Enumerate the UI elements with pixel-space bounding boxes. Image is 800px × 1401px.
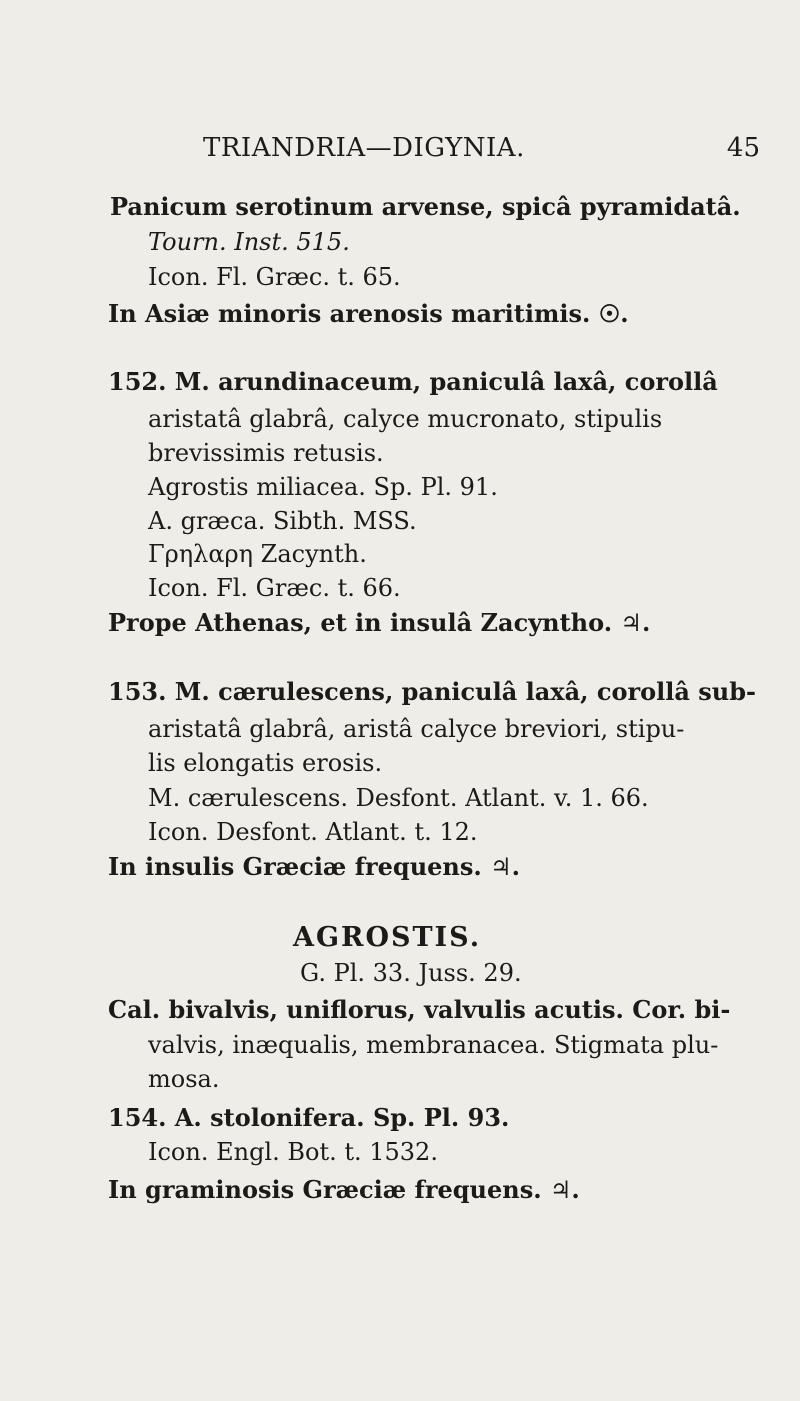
entry-line: Prope Athenas, et in insulâ Zacyntho. ♃.: [108, 608, 651, 637]
entry-line: In Asiæ minoris arenosis maritimis. ☉.: [108, 299, 629, 328]
entry-line: Icon. Desfont. Atlant. t. 12.: [148, 818, 478, 846]
entry-line: valvis, inæqualis, membranacea. Stigmata plu-: [148, 1031, 719, 1059]
entry-line: A. græca. Sibth. MSS.: [148, 507, 417, 535]
entry-line: Cal. bivalvis, uniflorus, valvulis acutis. Cor. bi-: [108, 995, 731, 1024]
entry-line: mosa.: [148, 1065, 220, 1093]
entry-line: In graminosis Græciæ frequens. ♃.: [108, 1175, 580, 1204]
genus-reference: G. Pl. 33. Juss. 29.: [300, 959, 522, 987]
entry-line: Panicum serotinum arvense, spicâ pyramidatâ.: [110, 192, 741, 221]
entry-line: brevissimis retusis.: [148, 439, 384, 467]
running-title: TRIANDRIA—DIGYNIA.: [203, 133, 525, 163]
entry-line: M. cærulescens. Desfont. Atlant. v. 1. 66.: [148, 784, 649, 812]
entry-line: aristatâ glabrâ, calyce mucronato, stipulis: [148, 405, 663, 433]
entry-line: aristatâ glabrâ, aristâ calyce breviori, stipu-: [148, 715, 685, 743]
entry-line: Γρηλαρη Zacynth.: [148, 540, 367, 568]
running-header: [203, 133, 760, 173]
entry-line: lis elongatis erosis.: [148, 749, 383, 777]
entry-line: 153. M. cærulescens, paniculâ laxâ, corollâ sub-: [108, 677, 756, 706]
entry-line: In insulis Græciæ frequens. ♃.: [108, 852, 520, 881]
entry-line: 154. A. stolonifera. Sp. Pl. 93.: [108, 1103, 510, 1132]
entry-line: Icon. Fl. Græc. t. 65.: [148, 263, 401, 291]
entry-line: 152. M. arundinaceum, paniculâ laxâ, corollâ: [108, 367, 718, 396]
entry-line: Icon. Fl. Græc. t. 66.: [148, 574, 401, 602]
entry-line: Tourn. Inst. 515.: [148, 228, 350, 256]
entry-line: Agrostis miliacea. Sp. Pl. 91.: [148, 473, 498, 501]
entry-line: Icon. Engl. Bot. t. 1532.: [148, 1138, 438, 1166]
genus-heading: AGROSTIS.: [293, 922, 482, 953]
page-number: 45: [726, 133, 760, 163]
